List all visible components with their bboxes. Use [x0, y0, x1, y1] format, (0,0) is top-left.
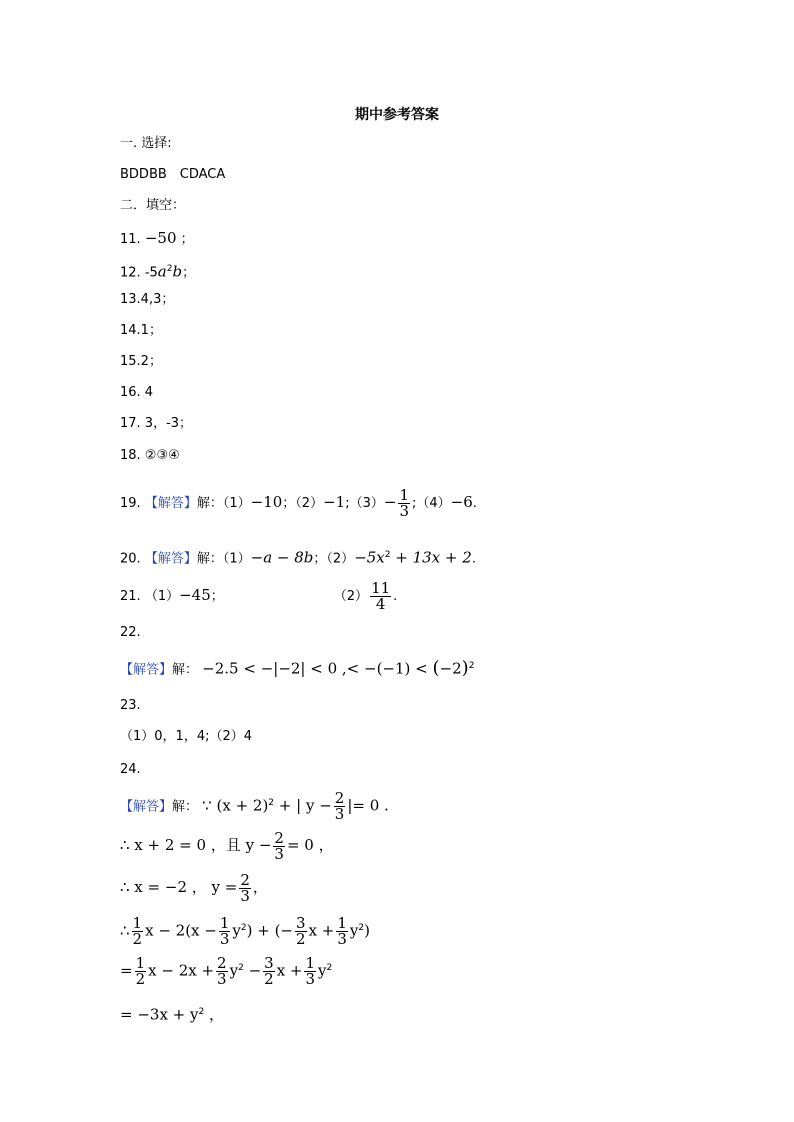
answer-16: 16. 4: [120, 385, 154, 400]
fraction: $\frac{2}{3}$: [240, 871, 250, 905]
answer-22: 【解答】解： −2.5 < −|−2| < 0 ,< $-(-1) < (-2)^2$: [120, 657, 475, 679]
answer-15: 15.2；: [120, 354, 162, 369]
answer-24-line-3: ∴ x = −2 ， y = $\frac{2}{3}$ ，: [120, 871, 268, 905]
answer-18: 18. ②③④: [120, 448, 180, 463]
answer-tag: 【解答】: [144, 496, 197, 511]
fraction: $\frac{2}{3}$: [274, 829, 284, 863]
answer-24-line-4: ∴ $\frac{1}{2}$ x − 2(x − $\frac{1}{3}$ $y^2$) + (− $\frac{3}{2}$ x + $\frac{1}{3}$ $y^2$): [120, 914, 370, 949]
fraction: $\frac{2}{3}$: [334, 789, 345, 824]
fraction: $\frac{2}{3}$: [217, 954, 227, 989]
fraction: $\frac{11}{4}$: [371, 579, 391, 613]
section-choice-heading: 一. 选择:: [120, 136, 172, 151]
fraction: $\frac{1}{3}$: [399, 486, 409, 520]
answer-19: 19. 【解答】解：（1）−10；（2）−1;（3）− $\frac{1}{3}$ ;（4）−6.: [120, 486, 477, 520]
fraction: $\frac{3}{2}$: [296, 914, 306, 949]
answer-22-number: 22.: [120, 625, 141, 640]
answer-14: 14.1；: [120, 323, 162, 338]
answer-23-number: 23.: [120, 698, 141, 713]
answer-24-number: 24.: [120, 762, 141, 777]
fraction: $\frac{1}{2}$: [132, 914, 143, 949]
answer-21: 21. （1）−45； （2） $\frac{11}{4}$ .: [120, 579, 398, 613]
answer-24-line-5: = $\frac{1}{2}$ x − 2x + $\frac{2}{3}$ $y^2$ − $\frac{3}{2}$ x + $\frac{1}{3}$ $y^2$: [120, 954, 333, 989]
answer-11-value: −50: [144, 229, 177, 247]
answer-24-line-2: ∴ x + 2 = 0 ，且 y − $\frac{2}{3}$ = 0 ，: [120, 829, 334, 863]
answer-24-line-1: 【解答】解： ∵ $(x + 2)^2$ + | y − $\frac{2}{3}$ |= 0 .: [120, 789, 389, 824]
fraction: $\frac{1}{2}$: [135, 954, 146, 989]
answer-24-line-6: = $-3x + y^2$ ，: [120, 1005, 225, 1024]
fraction: $\frac{3}{2}$: [264, 954, 274, 989]
fraction: $\frac{1}{3}$: [305, 954, 316, 989]
answer-11: 11. −50 ；: [120, 229, 194, 247]
answer-20: 20. 【解答】解：（1）−a − 8b；$(2)-5x^2 + 13x + 2$.: [120, 548, 476, 567]
answer-tag: 【解答】: [144, 551, 197, 567]
answer-tag: 【解答】: [120, 799, 173, 815]
answer-tag: 【解答】: [120, 662, 173, 678]
answer-23: （1）0，1，4;（2）4: [120, 729, 253, 744]
choice-answers: BDDBB CDACA: [120, 167, 226, 182]
fraction: $\frac{1}{3}$: [337, 914, 347, 949]
fraction: $\frac{1}{3}$: [219, 914, 230, 949]
page-title: 期中参考答案: [355, 107, 439, 123]
section-fill-heading: 二．填空：: [120, 198, 186, 213]
answer-12: 12. $-5a^2b$；: [120, 262, 196, 281]
answer-13: 13.4,3；: [120, 292, 175, 307]
answer-17: 17. 3，-3；: [120, 416, 193, 431]
